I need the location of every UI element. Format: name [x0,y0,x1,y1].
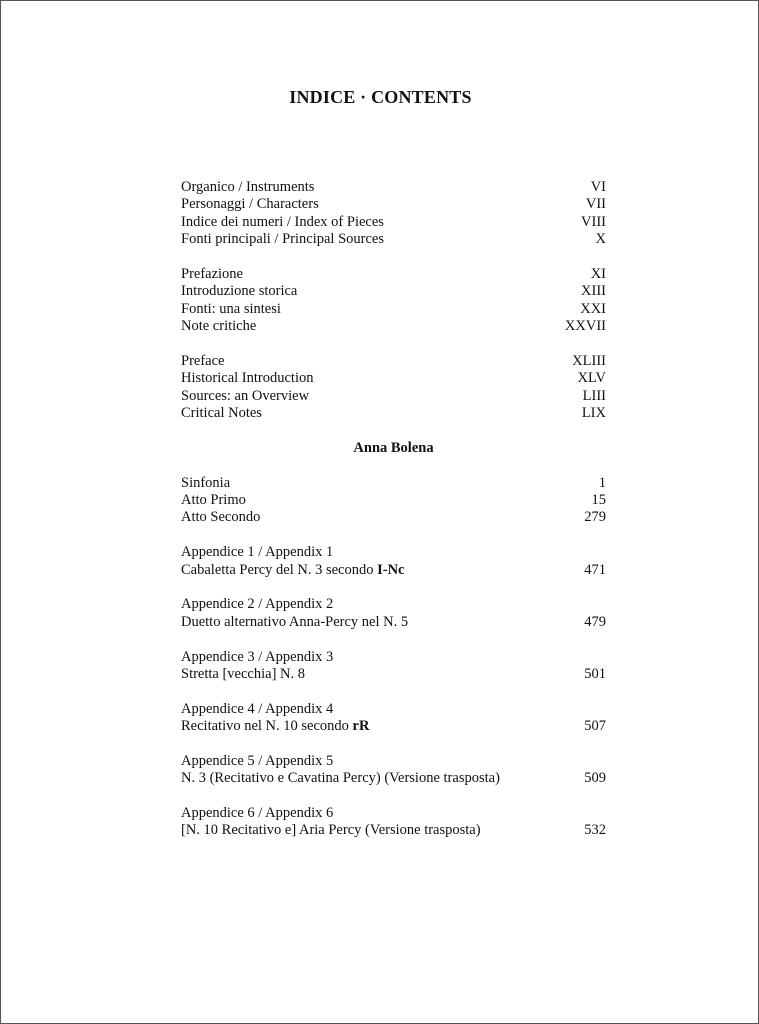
toc-entry[interactable] [181,301,606,318]
spacer [181,736,606,753]
toc-entry-page: XXI [580,300,606,317]
source-siglum: I-Nc [377,561,405,578]
toc-entry[interactable] [181,666,606,683]
toc-entry[interactable] [181,718,606,735]
entry-text: Note critiche [181,318,257,335]
entry-text: N. 3 (Recitativo e Cavatina Percy) (Versione trasposta) [181,770,500,787]
entry-text: Critical Notes [181,405,262,422]
toc-entry-page: 532 [584,822,606,839]
entry-text: Prefazione [181,265,243,282]
toc-entry[interactable] [181,388,606,405]
toc-entry-label [181,266,243,283]
toc-entry-page: 279 [584,509,606,526]
entry-text: Fonti principali / Principal Sources [181,231,384,248]
opera-heading: Anna Bolena [353,439,434,456]
toc-entry-label [181,614,408,631]
toc-entry-label [181,318,256,335]
toc-entry-page: VI [590,179,606,195]
toc-entry[interactable] [181,770,606,787]
entry-text: Stretta [vecchia] N. 8 [181,665,306,682]
toc-entry-page: 501 [584,665,606,682]
entry-text: Cabaletta Percy del N. 3 secondo [181,561,378,578]
appendix-heading: Appendice 1 / Appendix 1 [181,544,334,561]
toc-entry-page: 509 [584,770,606,787]
toc-entry-label [181,822,481,839]
entry-text: Personaggi / Characters [181,196,319,213]
toc-entry-page: 471 [584,561,606,578]
toc-entry-label [181,283,297,300]
toc-entry[interactable] [181,353,606,370]
toc-entry-page: 479 [584,613,606,630]
toc-entry-label [181,492,246,509]
toc-entry[interactable] [181,283,606,300]
entry-text: Organico / Instruments [181,179,315,195]
entry-text: Historical Introduction [181,370,314,387]
toc-entry-label [181,214,384,231]
toc-entry-page: XLIII [572,352,606,369]
toc-entry-label [181,388,309,405]
entry-text: Sinfonia [181,474,231,491]
toc-entry[interactable] [181,179,606,196]
spacer [181,579,606,596]
toc-entry-page: LIX [581,405,606,422]
appendix-heading: Appendice 2 / Appendix 2 [181,596,334,613]
toc-entry[interactable] [181,492,606,509]
appendix-heading: Appendice 3 / Appendix 3 [181,648,334,665]
toc-entry-page: XIII [581,283,606,300]
toc-entry-page: 507 [584,718,606,735]
entry-text: Preface [181,352,225,369]
toc-entry[interactable] [181,214,606,231]
toc-entry-page: XLV [577,370,606,387]
spacer [181,527,606,544]
toc-entry[interactable] [181,266,606,283]
spacer [181,249,606,266]
toc-entry[interactable] [181,318,606,335]
spacer [181,457,606,474]
entry-text: Introduzione storica [181,283,298,300]
spacer [181,788,606,805]
toc-entry-page: 15 [591,492,606,509]
toc-entry-page: X [595,231,606,248]
toc-entry-label [181,405,262,422]
toc-entry-label [181,301,281,318]
spacer [181,336,606,353]
toc-entry-label [181,718,369,735]
toc-entry[interactable] [181,509,606,526]
toc-entry-label [181,179,314,196]
toc-entry-label [181,666,305,683]
spacer [181,422,606,439]
entry-text: Sources: an Overview [181,387,310,404]
toc-entry[interactable] [181,562,606,579]
source-siglum: rR [352,718,370,735]
toc-entry-page: XI [590,265,606,282]
toc-entry-page: VIII [581,213,606,230]
toc-entry-label [181,353,224,370]
toc-entry-label [181,475,230,492]
toc-entry-label [181,370,313,387]
entry-text: Recitativo nel N. 10 secondo [181,718,353,735]
appendix-heading: Appendice 6 / Appendix 6 [181,805,334,822]
entry-text: Indice dei numeri / Index of Pieces [181,213,384,230]
toc-entry-label [181,770,500,787]
toc-entry-label [181,196,319,213]
spacer [181,683,606,700]
toc-entry[interactable] [181,370,606,387]
entry-text: Fonti: una sintesi [181,300,281,317]
toc-entry-page: 1 [598,474,606,491]
table-of-contents [181,179,606,840]
appendix-heading: Appendice 4 / Appendix 4 [181,700,334,717]
appendix-heading: Appendice 5 / Appendix 5 [181,752,334,769]
entry-text: Atto Primo [181,492,246,509]
toc-entry[interactable] [181,196,606,213]
toc-entry[interactable] [181,231,606,248]
entry-text: Duetto alternativo Anna-Percy nel N. 5 [181,613,409,630]
spacer [181,631,606,648]
toc-entry[interactable] [181,822,606,839]
entry-text: [N. 10 Recitativo e] Aria Percy (Versione trasposta) [181,822,481,839]
toc-entry[interactable] [181,405,606,422]
toc-entry-page: LIII [582,387,606,404]
toc-entry[interactable] [181,614,606,631]
entry-text: Atto Secondo [181,509,261,526]
toc-entry-page: VII [585,196,606,213]
page-title: INDICE · CONTENTS [289,87,472,107]
toc-entry[interactable] [181,475,606,492]
toc-entry-page: XXVII [564,318,606,335]
toc-entry-label [181,231,384,248]
toc-entry-label [181,562,404,579]
toc-entry-label [181,509,260,526]
